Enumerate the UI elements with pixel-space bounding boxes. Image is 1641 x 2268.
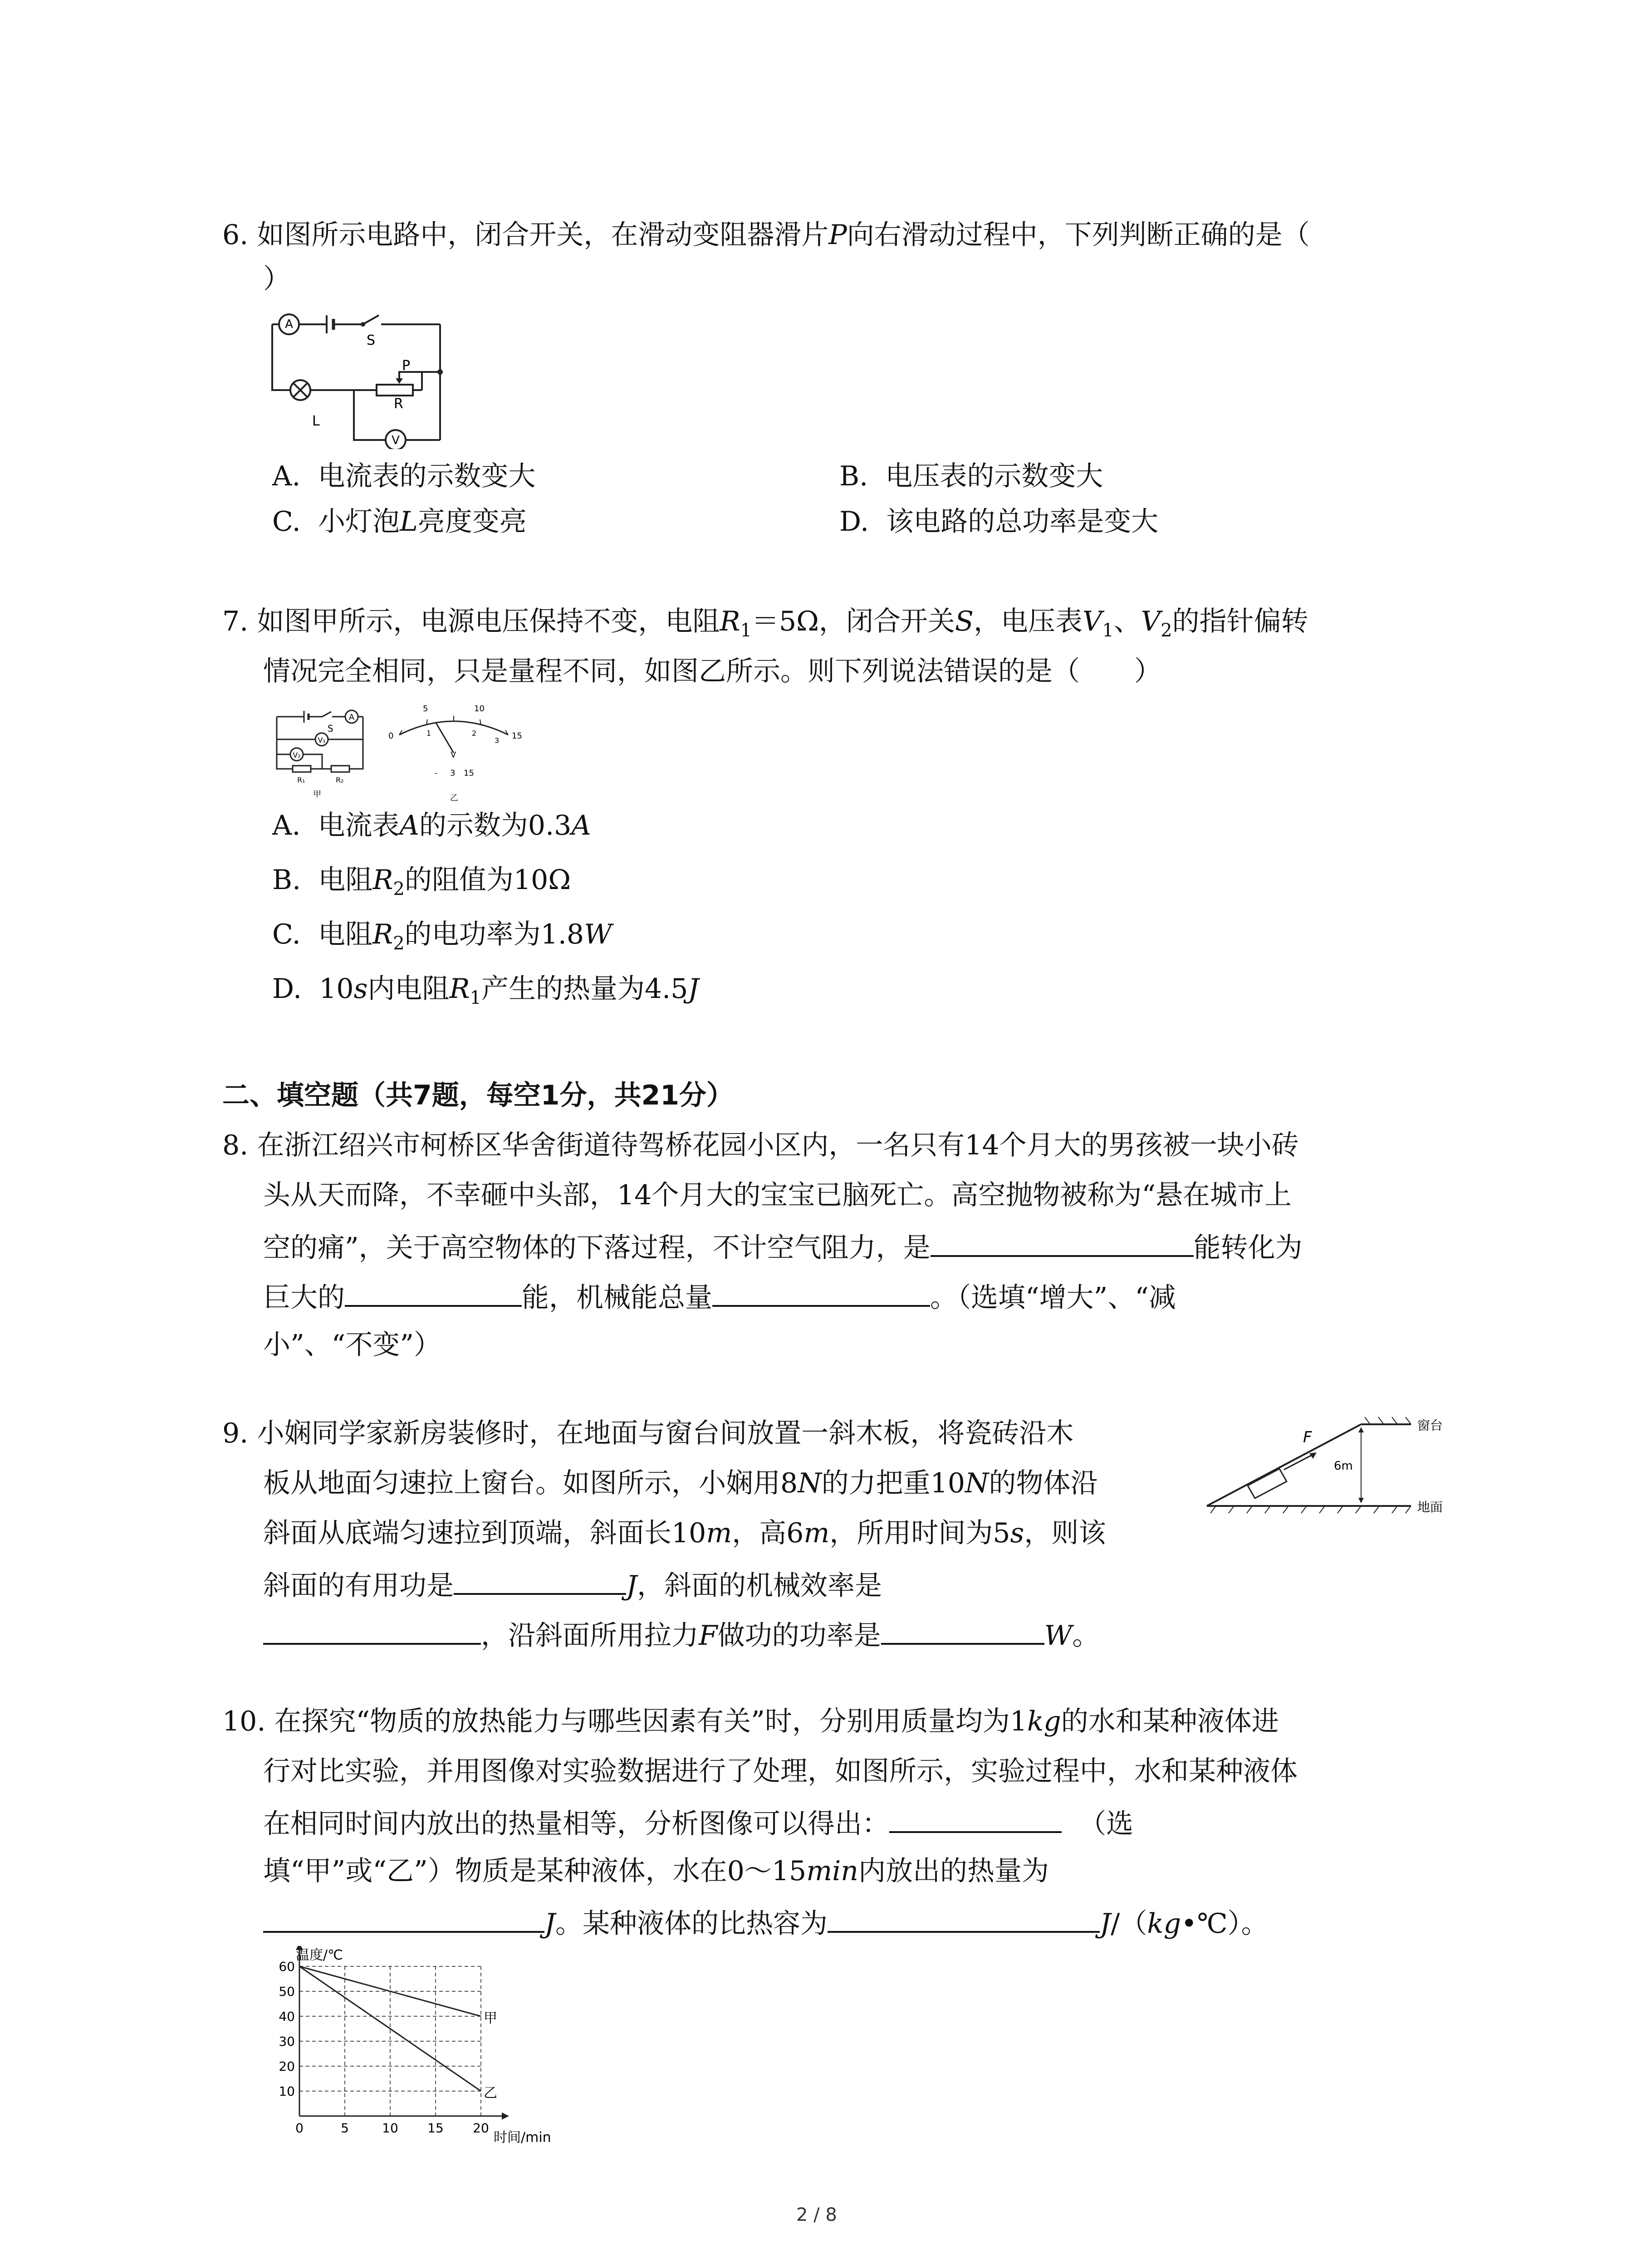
- chart-grid: [299, 1966, 481, 2116]
- q8-line2: 头从天而降，不幸砸中头部，14个月大的宝宝已脑死亡。高空抛物被称为“悬在城市上: [263, 1179, 1292, 1211]
- q10-line4: [263, 1853, 1049, 1889]
- q9-unit-n2: N: [965, 1467, 989, 1499]
- q7-var-s: S: [955, 606, 974, 637]
- q8-line4-b: 能，机械能总量: [522, 1282, 712, 1314]
- q7-var-r1-sub: 1: [740, 620, 752, 641]
- q9-line1: [222, 1415, 1073, 1452]
- q7-stem-c: 的指针偏转: [1172, 606, 1308, 637]
- q7-yi-term-3: 3: [450, 768, 456, 778]
- chart-series-line-2: [299, 1966, 481, 2091]
- q7-option-a-text-b: 的示数为0.3: [419, 810, 572, 841]
- q7-yi-label-15: 15: [512, 731, 522, 741]
- q6-option-c: [272, 503, 527, 540]
- chart-series: [299, 1966, 497, 2101]
- q7-yi-inner-3: 3: [495, 736, 500, 745]
- q7-var-v1: V: [1083, 606, 1102, 637]
- chart-x-tick-label: 5: [341, 2121, 349, 2136]
- q6-stem-b: 向右滑动过程中，下列判断正确的是（: [847, 219, 1310, 251]
- q10-unit-kg2: kg: [1147, 1908, 1181, 1940]
- q8-blank-2[interactable]: [345, 1277, 522, 1307]
- q7-option-d-text-a: 内电阻: [367, 973, 450, 1005]
- chart-x-tick-label: 10: [382, 2121, 398, 2136]
- q10-unit-j2: J: [1100, 1908, 1111, 1940]
- q9-label-height: 6m: [1334, 1459, 1353, 1473]
- q7-var-r1: R: [720, 606, 740, 637]
- q7-number: 7.: [222, 606, 249, 637]
- chart-y-tick-label: 30: [279, 2034, 295, 2049]
- q7-yi-arc: [399, 721, 508, 735]
- q6-option-b: [839, 458, 1103, 494]
- q10-line4-b: 内放出的热量为: [858, 1855, 1049, 1887]
- q9-unit-m1: m: [706, 1517, 732, 1549]
- q10-blank-3[interactable]: [828, 1903, 1100, 1933]
- q7-option-d-unit: J: [688, 973, 699, 1005]
- q10-unit-j1: J: [544, 1908, 556, 1940]
- q7-yi-needle: [436, 722, 454, 753]
- q7-option-b-var: R: [372, 864, 393, 896]
- q9-unit-j: J: [626, 1570, 637, 1602]
- q7-option-d-text-b: 产生的热量为4.5: [481, 973, 688, 1005]
- q10-line5-f: •℃）。: [1181, 1908, 1269, 1940]
- q9-ground-hatch: [1210, 1506, 1411, 1513]
- q7-figure-jia: [272, 701, 377, 801]
- q8-number: 8.: [222, 1129, 249, 1161]
- chart-y-tick-label: 60: [279, 1959, 295, 1974]
- q10-line3-b: （选: [1079, 1808, 1134, 1840]
- q7-option-b-letter: B.: [272, 864, 301, 896]
- q6-stem-close: ）: [263, 263, 290, 295]
- q8-line3: [263, 1227, 1303, 1266]
- q7-option-c-letter: C.: [272, 919, 301, 950]
- chart-y-axis-label: 温度/℃: [296, 1947, 343, 1963]
- q7-jia-label-s: S: [328, 723, 333, 734]
- q7-yi-label-0: 0: [388, 731, 394, 741]
- q7-option-c: [272, 916, 612, 962]
- q7-option-d: [272, 971, 699, 1016]
- q8-line4-a: 巨大的: [263, 1282, 345, 1314]
- q9-line3-c: ，所用时间为5: [829, 1517, 1010, 1549]
- q7-jia-label-a: A: [348, 713, 355, 722]
- q9-incline-figure: [1198, 1406, 1452, 1524]
- q9-unit-s1: s: [1010, 1517, 1024, 1549]
- q6-option-b-letter: B.: [839, 460, 868, 492]
- q8-line3-b: 能转化为: [1193, 1232, 1303, 1264]
- q6-switch-blade: [363, 315, 379, 324]
- chart-y-tick-label: 50: [279, 1984, 295, 1999]
- q9-label-sill: 窗台: [1417, 1418, 1443, 1433]
- q7-jia-label-r2: R₂: [336, 776, 344, 784]
- q7-jia-switch: [322, 712, 331, 717]
- q9-height-arrow-top: [1358, 1427, 1364, 1432]
- q10-line4-a: 填“甲”或“乙”）物质是某种液体，水在0～15: [263, 1855, 807, 1887]
- q10-line1-a: 在探究“物质的放热能力与哪些因素有关”时，分别用质量均为1: [274, 1706, 1028, 1737]
- chart-x-axis-arrow: [502, 2112, 509, 2120]
- q7-option-d-pre-unit: s: [353, 973, 368, 1005]
- q9-number: 9.: [222, 1418, 249, 1449]
- q6-slider-arrow: [396, 378, 403, 384]
- q9-line4: [263, 1565, 882, 1604]
- q9-blank-2[interactable]: [263, 1615, 481, 1645]
- q6-option-a-letter: A.: [272, 460, 301, 492]
- q9-line5-b: 做功的功率是: [717, 1620, 881, 1652]
- q10-line5-d: /（: [1111, 1908, 1147, 1940]
- q6-label-lamp: L: [312, 413, 320, 429]
- section-2-heading: 二、填空题（共7题，每空1分，共21分）: [222, 1080, 734, 1111]
- chart-x-tick-label: 20: [473, 2121, 489, 2136]
- q6-wire-h: [354, 390, 386, 440]
- q6-circuit-figure: [268, 304, 458, 449]
- q7-stem-b: ，电压表: [974, 606, 1083, 637]
- q7-yi-label-v: V: [451, 750, 456, 760]
- q7-var-v2: V: [1141, 606, 1161, 637]
- chart-ticks: [279, 1959, 489, 2136]
- chart-series-label-2: 乙: [484, 2085, 497, 2101]
- q9-blank-1[interactable]: [454, 1565, 626, 1595]
- q7-option-b-text-b: 的阻值为10Ω: [404, 864, 571, 896]
- q7-option-c-sub: 2: [393, 933, 405, 954]
- q9-line3-b: ，高6: [732, 1517, 804, 1549]
- q10-unit-kg: kg: [1027, 1706, 1061, 1737]
- q9-line5-a: ，沿斜面所用拉力: [481, 1620, 699, 1652]
- chart-y-tick-label: 40: [279, 2009, 295, 2024]
- q6-slider-wire: [399, 372, 422, 390]
- q6-number: 6.: [222, 219, 249, 251]
- q7-yi-label-10: 10: [474, 704, 485, 714]
- q10-line5-b: 。某种液体的比热容为: [555, 1908, 828, 1940]
- q7-option-d-var: R: [449, 973, 470, 1005]
- q7-jia-caption: 甲: [313, 790, 321, 799]
- q7-option-a-letter: A.: [272, 810, 301, 841]
- q6-stem-a: 如图所示电路中，闭合开关，在滑动变阻器滑片: [257, 219, 829, 251]
- q10-line3-a: 在相同时间内放出的热量相等，分析图像可以得出：: [263, 1808, 889, 1840]
- q9-line3-a: 斜面从底端匀速拉到顶端，斜面长10: [263, 1517, 706, 1549]
- q7-option-d-sub: 1: [470, 987, 481, 1008]
- q7-option-c-text-b: 的电功率为1.8: [404, 919, 584, 950]
- q6-switch-contact: [361, 322, 365, 327]
- q6-option-c-var: L: [400, 506, 418, 538]
- q6-junction: [437, 369, 443, 375]
- q6-option-d: [839, 503, 1158, 540]
- q10-line2: 行对比实验，并用图像对实验数据进行了处理，如图所示，实验过程中，水和某种液体: [263, 1755, 1298, 1787]
- q10-line5: [263, 1903, 1269, 1942]
- q9-line3-d: ，则该: [1024, 1517, 1106, 1549]
- q7-option-a: [272, 807, 591, 844]
- q7-sep: 、: [1113, 606, 1141, 637]
- q6-option-d-letter: D.: [839, 506, 869, 538]
- q7-yi-inner-1: 1: [426, 729, 431, 738]
- q10-line3: [263, 1803, 1133, 1842]
- q6-option-c-text-a: 小灯泡: [318, 506, 400, 538]
- q9-line2-b: 的力把重10: [821, 1467, 965, 1499]
- q6-label-ammeter: A: [285, 318, 293, 331]
- page-number: 2 / 8: [796, 2204, 837, 2225]
- q6-label-voltmeter: V: [392, 434, 400, 447]
- q10-number: 10.: [222, 1706, 266, 1737]
- q6-option-d-text: 该电路的总功率是变大: [886, 506, 1159, 538]
- q8-line1: [222, 1127, 1299, 1163]
- q7-yi-term-15: 15: [464, 768, 474, 778]
- q10-blank-1[interactable]: [889, 1803, 1062, 1833]
- q9-label-ground: 地面: [1417, 1500, 1443, 1515]
- q6-label-rheostat: R: [394, 396, 403, 412]
- q7-stem-a: 如图甲所示，电源电压保持不变，电阻: [257, 606, 720, 637]
- chart-series-label-1: 甲: [484, 2010, 497, 2026]
- q7-yi-caption: 乙: [450, 793, 458, 803]
- q9-unit-m2: m: [803, 1517, 830, 1549]
- chart-x-axis-label: 时间/min: [494, 2130, 551, 2146]
- q9-line1-text: 小娴同学家新房装修时，在地面与窗台间放置一斜木板，将瓷砖沿木: [257, 1418, 1074, 1449]
- q6-option-c-text-b: 亮度变亮: [417, 506, 527, 538]
- q7-r1-value: ＝5Ω，闭合开关: [751, 606, 955, 637]
- q9-var-f: F: [699, 1620, 718, 1652]
- q8-line4-c: 。（选填“增大”、“减: [930, 1282, 1176, 1314]
- q7-option-a-var: A: [399, 810, 419, 841]
- q10-unit-min: min: [806, 1855, 858, 1887]
- q6-option-c-letter: C.: [272, 506, 301, 538]
- q10-line1: [222, 1703, 1279, 1740]
- q6-option-a: [272, 458, 536, 494]
- q7-jia-label-r1: R₁: [297, 776, 305, 784]
- q7-figure-yi: [381, 699, 526, 807]
- q9-line5-c: 。: [1072, 1620, 1100, 1652]
- q10-line1-b: 的水和某种液体进: [1061, 1706, 1279, 1737]
- q7-yi-inner-2: 2: [472, 729, 477, 738]
- q6-stem-line1: [222, 217, 1310, 253]
- q6-option-b-text: 电压表的示数变大: [885, 460, 1103, 492]
- q7-option-b-sub: 2: [393, 879, 405, 899]
- chart-x-tick-label: 15: [427, 2121, 444, 2136]
- q9-line4-b: ，斜面的机械效率是: [637, 1570, 882, 1602]
- q7-option-d-letter: D.: [272, 973, 302, 1005]
- q7-option-b: [272, 862, 571, 907]
- q8-line4: [263, 1277, 1176, 1316]
- q9-line2-a: 板从地面匀速拉上窗台。如图所示，小娴用8: [263, 1467, 798, 1499]
- q9-line2: [263, 1465, 1098, 1501]
- q9-label-force: F: [1303, 1428, 1312, 1447]
- q9-line4-a: 斜面的有用功是: [263, 1570, 454, 1602]
- q8-line1-text: 在浙江绍兴市柯桥区华舍街道待驾桥花园小区内，一名只有14个月大的男孩被一块小砖: [257, 1129, 1299, 1161]
- q7-option-d-pre: 10: [319, 973, 354, 1005]
- chart-x-tick-label: 0: [295, 2121, 304, 2136]
- q7-var-v2-sub: 2: [1161, 620, 1172, 641]
- q9-unit-w: W: [1044, 1620, 1073, 1652]
- q7-stem-line2: 情况完全相同，只是量程不同，如图乙所示。则下列说法错误的是（ ）: [263, 655, 1161, 687]
- q7-jia-label-v2: V₂: [293, 751, 301, 759]
- q9-height-arrow-bottom: [1358, 1498, 1364, 1503]
- q7-yi-term-minus: -: [435, 768, 438, 778]
- q9-unit-n1: N: [798, 1467, 822, 1499]
- q6-rheostat-body: [377, 385, 413, 396]
- q8-line3-a: 空的痛”，关于高空物体的下落过程，不计空气阻力，是: [263, 1232, 931, 1264]
- q9-line3: [263, 1515, 1106, 1551]
- q10-temperature-chart: [272, 1946, 599, 2146]
- q7-option-a-unit: A: [571, 810, 591, 841]
- q8-blank-1[interactable]: [931, 1227, 1194, 1257]
- q6-label-switch: S: [367, 332, 376, 348]
- q6-label-slider: P: [402, 358, 411, 374]
- q7-option-c-unit: W: [584, 919, 612, 950]
- q9-blank-3[interactable]: [881, 1615, 1044, 1645]
- q7-yi-label-5: 5: [423, 704, 428, 714]
- q9-sill-hatch: [1365, 1417, 1411, 1424]
- q7-stem-line1: [222, 603, 1308, 649]
- q7-var-v1-sub: 1: [1102, 620, 1114, 641]
- q7-option-c-var: R: [372, 919, 393, 950]
- q7-option-c-text-a: 电阻: [318, 919, 372, 950]
- q8-line5: 小”、“不变”）: [263, 1329, 441, 1361]
- q6-option-a-text: 电流表的示数变大: [318, 460, 536, 492]
- chart-axes: [296, 1946, 509, 2120]
- chart-y-tick-label: 20: [279, 2059, 295, 2074]
- q7-jia-r2: [331, 766, 349, 772]
- q9-line2-c: 的物体沿: [989, 1467, 1098, 1499]
- q8-blank-3[interactable]: [712, 1277, 930, 1307]
- q7-option-a-text-a: 电流表: [318, 810, 400, 841]
- chart-y-tick-label: 10: [279, 2084, 295, 2099]
- q7-option-b-text-a: 电阻: [318, 864, 373, 896]
- q7-jia-r1: [293, 766, 311, 772]
- q10-blank-2[interactable]: [263, 1903, 544, 1933]
- q9-line5: [263, 1615, 1099, 1654]
- q6-var-p: P: [828, 219, 847, 251]
- q7-jia-label-v1: V₁: [318, 736, 326, 744]
